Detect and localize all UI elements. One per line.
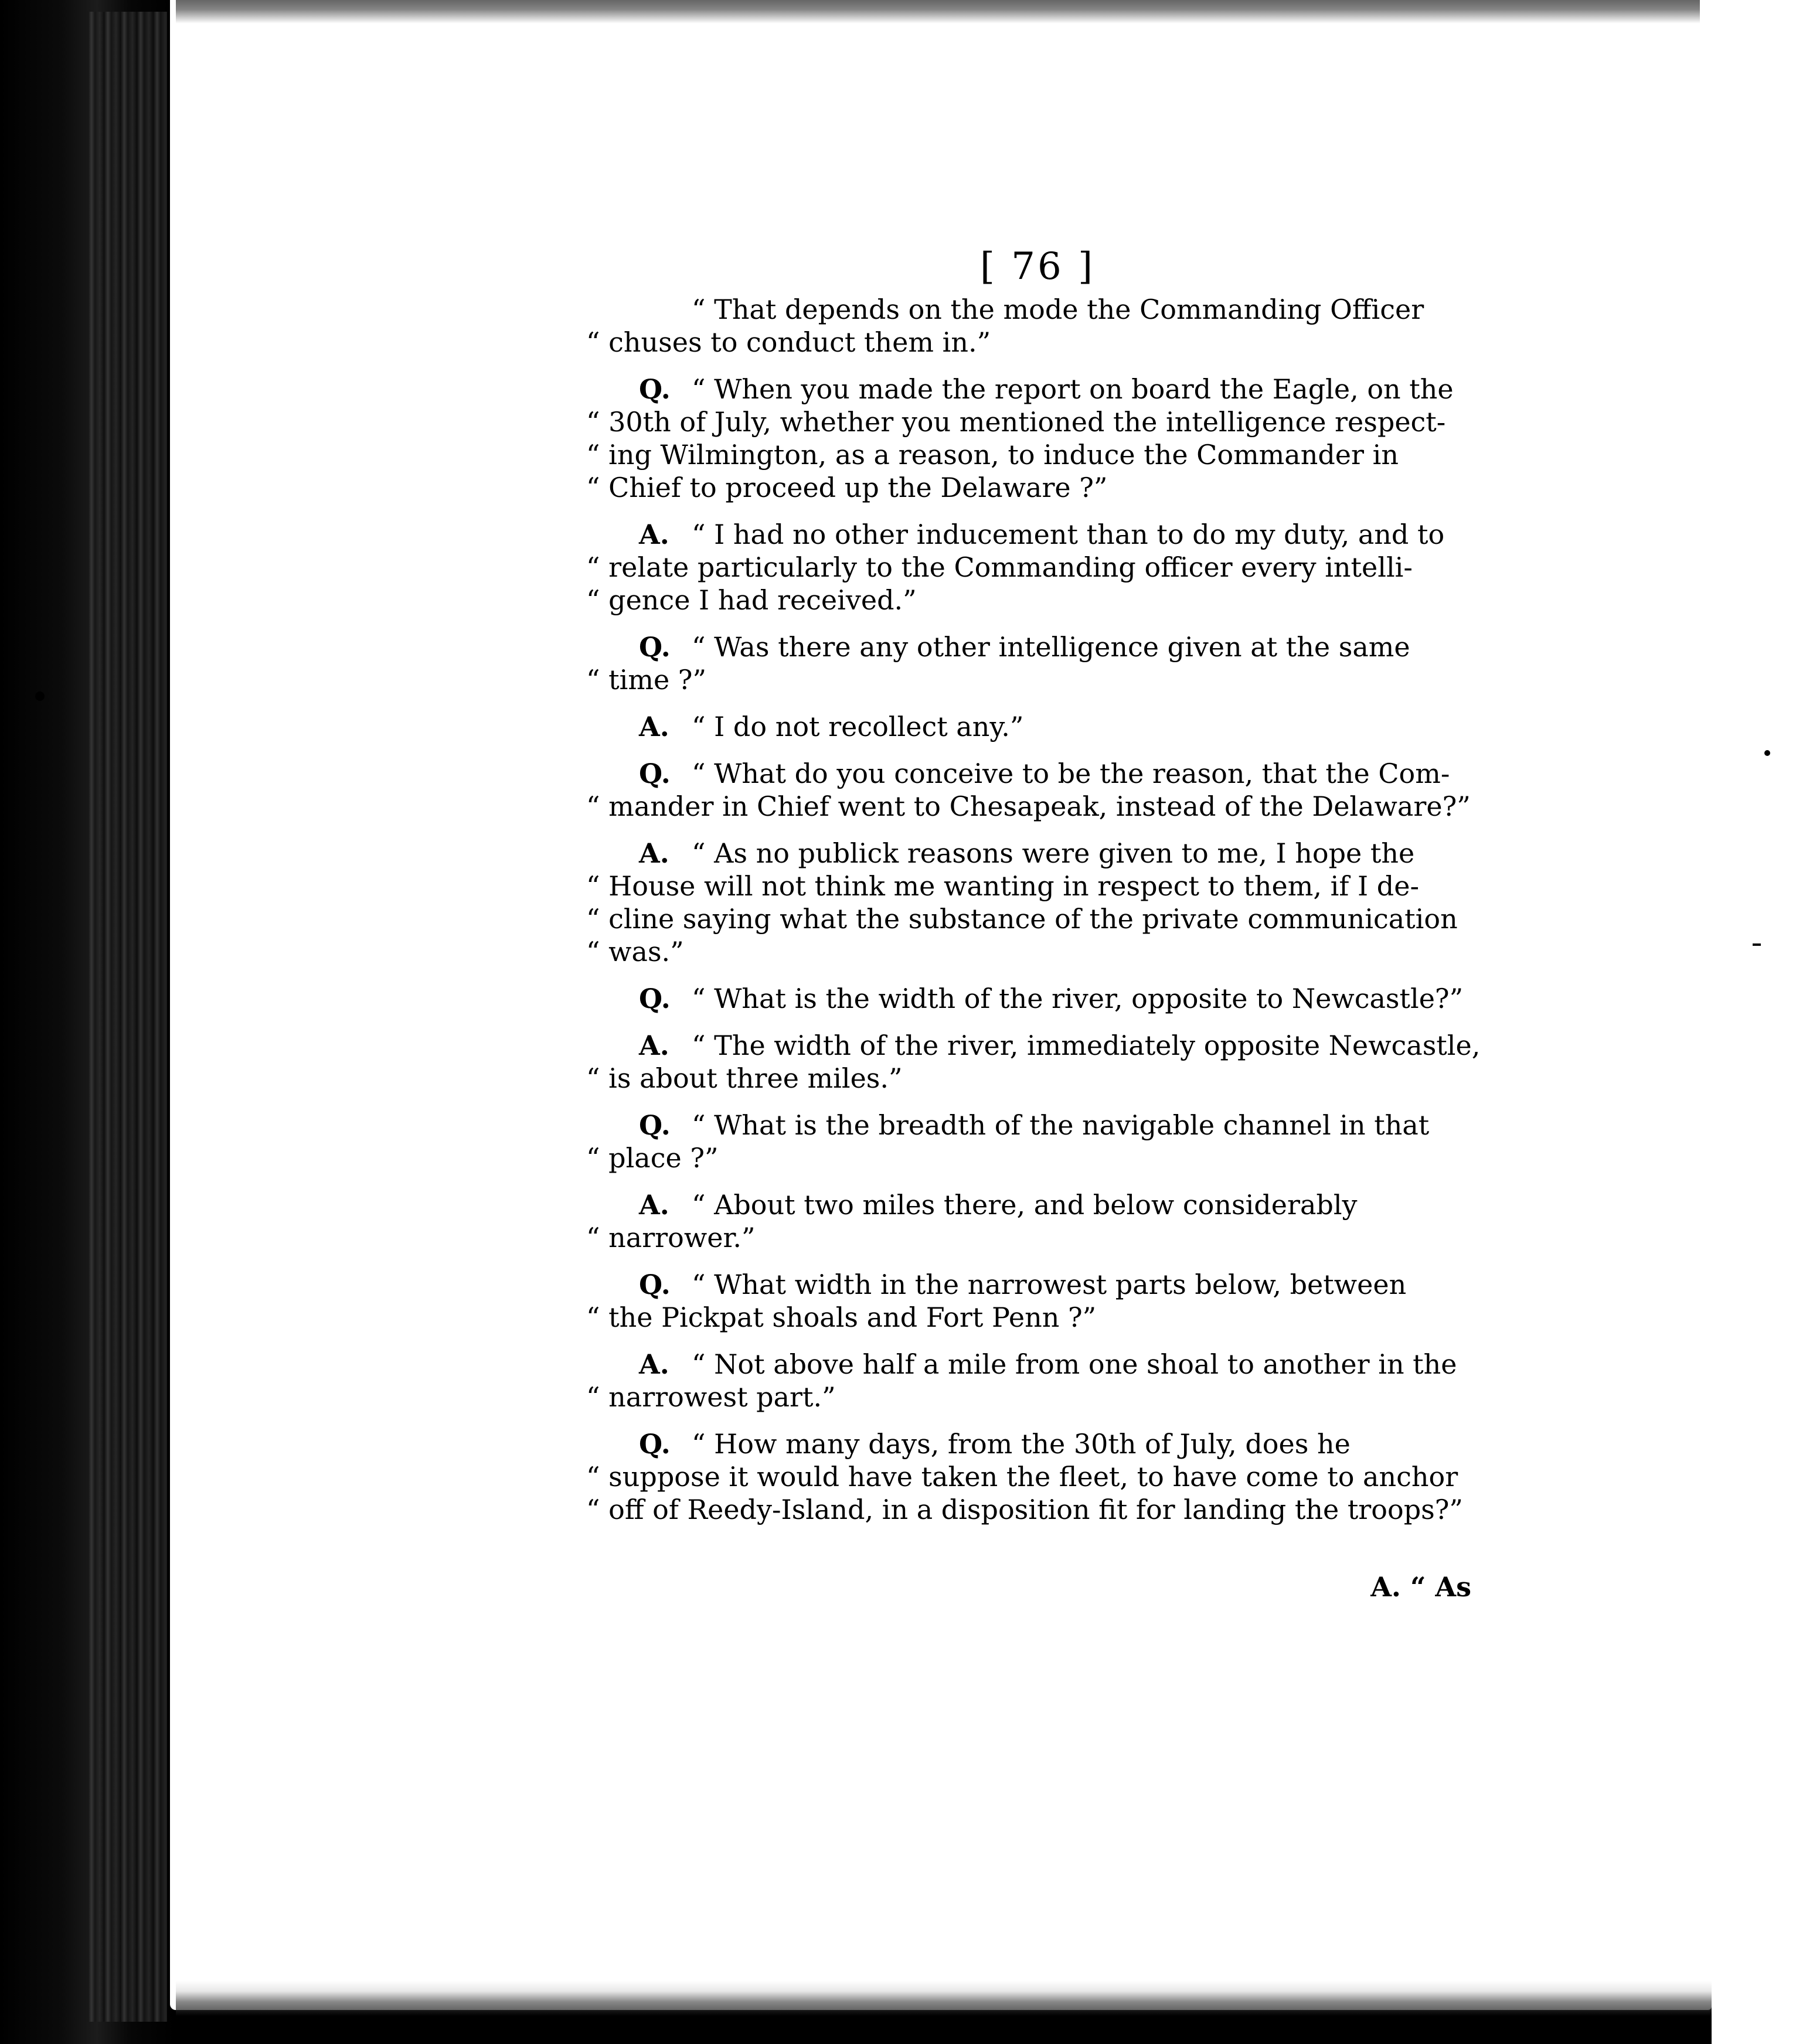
- line-text: “ suppose it would have taken the fleet, to have come to anchor: [586, 1461, 1458, 1493]
- text-line: [586, 1428, 1471, 1460]
- text-line: [586, 710, 1471, 743]
- line-text: “ I do not recollect any.”: [692, 711, 1024, 742]
- text-line: [586, 631, 1471, 663]
- line-text: “ off of Reedy-Island, in a disposition fit for landing the troops?”: [586, 1494, 1463, 1525]
- text-line: [586, 1268, 1471, 1301]
- text-line: [586, 1188, 1471, 1221]
- line-text: “ place ?”: [586, 1142, 719, 1174]
- text-line: [586, 1381, 1471, 1413]
- stray-ink-mark: [1764, 750, 1770, 756]
- text-line: [586, 1142, 1471, 1174]
- text-line: [586, 1460, 1471, 1493]
- line-text: “ cline saying what the substance of the private communication: [586, 903, 1458, 935]
- page-bottom-edge: [176, 1981, 1712, 2016]
- text-line: [586, 406, 1471, 438]
- line-text: “ What is the width of the river, opposite to Newcastle?”: [692, 983, 1464, 1014]
- text-line: [586, 518, 1471, 551]
- text-line: [586, 935, 1471, 968]
- line-text: “ Not above half a mile from one shoal to another in the: [692, 1348, 1457, 1380]
- text-line: [586, 1301, 1471, 1334]
- line-text: “ House will not think me wanting in respect to them, if I de-: [586, 870, 1419, 902]
- right-margin: [1712, 0, 1796, 2044]
- question-paragraph: [586, 1428, 1471, 1526]
- text-line: [586, 1109, 1471, 1142]
- line-text: “ mander in Chief went to Chesapeak, instead of the Delaware?”: [586, 791, 1471, 822]
- answer-paragraph: [586, 837, 1471, 968]
- line-text: “ The width of the river, immediately opposite Newcastle,: [692, 1030, 1481, 1061]
- line-text: “ chuses to conduct them in.”: [586, 326, 991, 358]
- text-line: [586, 757, 1471, 790]
- line-text: “ ing Wilmington, as a reason, to induce the Commander in: [586, 439, 1399, 471]
- page-number: [ 76 ]: [979, 245, 1096, 288]
- text-line: [586, 551, 1471, 584]
- text-line: [586, 837, 1471, 870]
- question-paragraph: [586, 373, 1471, 504]
- speaker-tag: Q.: [639, 983, 671, 1014]
- text-line: [586, 326, 1471, 359]
- line-text: “ Chief to proceed up the Delaware ?”: [586, 472, 1108, 503]
- text-line: [586, 373, 1471, 406]
- catchword: A. “ As: [1370, 1571, 1471, 1603]
- line-text: “ narrowest part.”: [586, 1381, 836, 1413]
- line-text: “ What is the breadth of the navigable channel in that: [692, 1109, 1430, 1141]
- answer-paragraph: [586, 518, 1471, 616]
- speaker-tag: Q.: [639, 758, 671, 789]
- line-text: “ Was there any other intelligence given at the same: [692, 631, 1410, 663]
- answer-paragraph: [586, 1348, 1471, 1413]
- page-body: [586, 293, 1481, 1540]
- text-line: [586, 438, 1471, 471]
- text-line: [586, 293, 1471, 326]
- continued-paragraph: [586, 293, 1471, 359]
- line-text: “ time ?”: [586, 664, 706, 696]
- text-line: [586, 1062, 1471, 1095]
- question-paragraph: [586, 982, 1471, 1015]
- speaker-tag: Q.: [639, 1269, 671, 1300]
- line-text: “ I had no other inducement than to do my duty, and to: [692, 519, 1445, 550]
- text-line: [586, 902, 1471, 935]
- line-text: “ When you made the report on board the Eagle, on the: [692, 373, 1454, 405]
- line-text: “ gence I had received.”: [586, 584, 917, 616]
- speaker-tag: A.: [639, 837, 669, 869]
- speaker-tag: A.: [639, 519, 669, 550]
- line-text: “ What width in the narrowest parts below, between: [692, 1269, 1407, 1300]
- speaker-tag: A.: [639, 1030, 669, 1061]
- answer-paragraph: [586, 1029, 1481, 1095]
- line-text: “ 30th of July, whether you mentioned the intelligence respect-: [586, 406, 1446, 438]
- line-text: “ is about three miles.”: [586, 1062, 903, 1094]
- speaker-tag: A.: [639, 1348, 669, 1380]
- question-paragraph: [586, 1268, 1471, 1334]
- line-text: “ was.”: [586, 936, 684, 968]
- answer-paragraph: [586, 1188, 1471, 1254]
- text-line: [586, 584, 1471, 616]
- text-line: [586, 1348, 1471, 1381]
- stray-ink-mark: [1753, 943, 1761, 946]
- line-text: “ That depends on the mode the Commanding Officer: [692, 294, 1424, 325]
- question-paragraph: [586, 631, 1471, 696]
- text-line: [586, 663, 1471, 696]
- speaker-tag: Q.: [639, 631, 671, 663]
- text-line: [586, 1029, 1481, 1062]
- answer-paragraph: [586, 710, 1471, 743]
- torn-top-edge: [176, 0, 1700, 23]
- stray-ink-mark: [35, 691, 45, 701]
- speaker-tag: Q.: [639, 373, 671, 405]
- line-text: “ About two miles there, and below considerably: [692, 1189, 1358, 1221]
- text-line: [586, 870, 1471, 902]
- text-line: [586, 1493, 1471, 1526]
- line-text: “ How many days, from the 30th of July, does he: [692, 1428, 1351, 1460]
- line-text: “ relate particularly to the Commanding officer every intelli-: [586, 551, 1413, 583]
- text-line: [586, 471, 1471, 504]
- line-text: “ the Pickpat shoals and Fort Penn ?”: [586, 1302, 1097, 1333]
- question-paragraph: [586, 757, 1471, 823]
- speaker-tag: A.: [639, 711, 669, 742]
- speaker-tag: Q.: [639, 1428, 671, 1460]
- text-line: [586, 1221, 1471, 1254]
- speaker-tag: A.: [639, 1189, 669, 1221]
- text-line: [586, 790, 1471, 823]
- speaker-tag: Q.: [639, 1109, 671, 1141]
- line-text: “ As no publick reasons were given to me, I hope the: [692, 837, 1415, 869]
- line-text: “ narrower.”: [586, 1222, 756, 1253]
- page-stack-edge: [88, 12, 167, 2022]
- question-paragraph: [586, 1109, 1471, 1174]
- line-text: “ What do you conceive to be the reason, that the Com-: [692, 758, 1450, 789]
- text-line: [586, 982, 1471, 1015]
